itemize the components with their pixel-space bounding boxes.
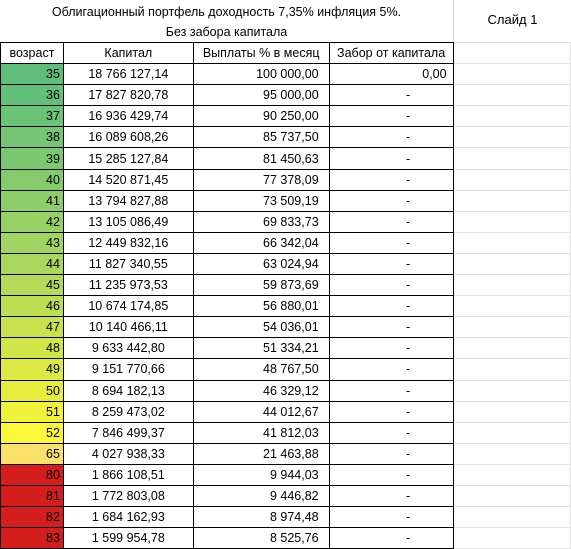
age-cell[interactable]: 38 [1,127,64,148]
payout-cell[interactable]: 21 463,88 [193,443,329,464]
table-row [1,485,571,506]
withdrawal-cell[interactable]: - [329,380,453,401]
capital-cell[interactable]: 13 105 086,49 [63,211,193,232]
withdrawal-cell[interactable]: - [329,338,453,359]
withdrawal-cell[interactable]: - [329,422,453,443]
capital-cell[interactable]: 11 235 973,53 [63,275,193,296]
payout-cell[interactable]: 59 873,69 [193,275,329,296]
table-row [1,507,571,528]
withdrawal-cell[interactable]: - [329,296,453,317]
payout-cell[interactable]: 56 880,01 [193,296,329,317]
table-row [1,528,571,549]
age-cell[interactable]: 42 [1,211,64,232]
header-capital[interactable]: Капитал [63,43,193,64]
empty-cell[interactable] [453,43,570,64]
capital-cell[interactable]: 1 866 108,51 [63,464,193,485]
table-row [1,317,571,338]
age-cell[interactable]: 50 [1,380,64,401]
payout-cell[interactable]: 77 378,09 [193,169,329,190]
payout-cell[interactable]: 85 737,50 [193,127,329,148]
table-row [1,380,571,401]
payout-cell[interactable]: 81 450,63 [193,148,329,169]
withdrawal-cell[interactable]: - [329,464,453,485]
payout-cell[interactable]: 48 767,50 [193,359,329,380]
age-cell[interactable]: 80 [1,464,64,485]
withdrawal-cell[interactable]: - [329,528,453,549]
capital-cell[interactable]: 11 827 340,55 [63,253,193,274]
withdrawal-cell[interactable]: - [329,85,453,106]
age-cell[interactable]: 47 [1,317,64,338]
slide-label: Слайд 1 [453,0,571,42]
capital-cell[interactable]: 8 694 182,13 [63,380,193,401]
age-cell[interactable]: 82 [1,507,64,528]
withdrawal-cell[interactable]: - [329,148,453,169]
capital-cell[interactable]: 1 684 162,93 [63,507,193,528]
table-row [1,64,571,85]
empty-cell[interactable] [453,275,570,296]
payout-cell[interactable]: 90 250,00 [193,106,329,127]
capital-cell[interactable]: 14 520 871,45 [63,169,193,190]
empty-cell[interactable] [453,464,570,485]
payout-cell[interactable]: 100 000,00 [193,64,329,85]
capital-cell[interactable]: 13 794 827,88 [63,190,193,211]
withdrawal-cell[interactable]: - [329,232,453,253]
age-cell[interactable]: 52 [1,422,64,443]
payout-cell[interactable]: 41 812,03 [193,422,329,443]
age-cell[interactable]: 43 [1,232,64,253]
table-row [1,338,571,359]
capital-cell[interactable]: 9 633 442,80 [63,338,193,359]
age-cell[interactable]: 40 [1,169,64,190]
empty-cell[interactable] [453,296,570,317]
title-line-2: Без забора капитала [165,25,288,39]
table-row [1,253,571,274]
age-cell[interactable]: 46 [1,296,64,317]
empty-cell[interactable] [453,401,570,422]
withdrawal-cell[interactable]: - [329,507,453,528]
payout-cell[interactable]: 95 000,00 [193,85,329,106]
capital-cell[interactable]: 7 846 499,37 [63,422,193,443]
empty-cell[interactable] [453,485,570,506]
age-cell[interactable]: 37 [1,106,64,127]
table-row [1,85,571,106]
payout-cell[interactable]: 8 974,48 [193,507,329,528]
header-age[interactable]: возраст [1,43,64,64]
table-row [1,464,571,485]
empty-cell[interactable] [453,127,570,148]
age-cell[interactable]: 35 [1,64,64,85]
header-row [1,43,571,64]
capital-cell[interactable]: 1 599 954,78 [63,528,193,549]
capital-cell[interactable]: 18 766 127,14 [63,64,193,85]
payout-cell[interactable]: 9 944,03 [193,464,329,485]
empty-cell[interactable] [453,253,570,274]
table-row [1,190,571,211]
capital-cell[interactable]: 16 089 608,26 [63,127,193,148]
withdrawal-cell[interactable]: - [329,211,453,232]
empty-cell[interactable] [453,64,570,85]
withdrawal-cell[interactable]: - [329,275,453,296]
age-cell[interactable]: 51 [1,401,64,422]
age-cell[interactable]: 83 [1,528,64,549]
table-row [1,169,571,190]
empty-cell[interactable] [453,359,570,380]
empty-cell[interactable] [453,169,570,190]
payout-cell[interactable]: 44 012,67 [193,401,329,422]
portfolio-table [0,42,571,549]
empty-cell[interactable] [453,443,570,464]
capital-cell[interactable]: 8 259 473,02 [63,401,193,422]
withdrawal-cell[interactable]: - [329,317,453,338]
payout-cell[interactable]: 66 342,04 [193,232,329,253]
table-row [1,443,571,464]
age-cell[interactable]: 44 [1,253,64,274]
empty-cell[interactable] [453,317,570,338]
payout-cell[interactable]: 73 509,19 [193,190,329,211]
withdrawal-cell[interactable]: - [329,443,453,464]
withdrawal-cell[interactable]: - [329,106,453,127]
capital-cell[interactable]: 17 827 820,78 [63,85,193,106]
capital-cell[interactable]: 4 027 938,33 [63,443,193,464]
capital-cell[interactable]: 15 285 127,84 [63,148,193,169]
capital-cell[interactable]: 9 151 770,66 [63,359,193,380]
table-row [1,422,571,443]
withdrawal-cell[interactable]: - [329,253,453,274]
withdrawal-cell[interactable]: 0,00 [329,64,453,85]
empty-cell[interactable] [453,211,570,232]
empty-cell[interactable] [453,190,570,211]
empty-cell[interactable] [453,85,570,106]
capital-cell[interactable]: 1 772 803,08 [63,485,193,506]
payout-cell[interactable]: 63 024,94 [193,253,329,274]
age-cell[interactable]: 49 [1,359,64,380]
age-cell[interactable]: 81 [1,485,64,506]
age-cell[interactable]: 48 [1,338,64,359]
header-payout[interactable]: Выплаты % в месяц [193,43,329,64]
table-row [1,359,571,380]
payout-cell[interactable]: 46 329,12 [193,380,329,401]
payout-cell[interactable]: 51 334,21 [193,338,329,359]
table-row [1,296,571,317]
payout-cell[interactable]: 9 446,82 [193,485,329,506]
withdrawal-cell[interactable]: - [329,359,453,380]
withdrawal-cell[interactable]: - [329,169,453,190]
sheet-title [0,0,453,42]
capital-cell[interactable]: 10 140 466,11 [63,317,193,338]
table-row [1,211,571,232]
empty-cell[interactable] [453,422,570,443]
payout-cell[interactable]: 69 833,73 [193,211,329,232]
table-row [1,232,571,253]
withdrawal-cell[interactable]: - [329,401,453,422]
empty-cell[interactable] [453,507,570,528]
age-cell[interactable]: 41 [1,190,64,211]
empty-cell[interactable] [453,380,570,401]
empty-cell[interactable] [453,106,570,127]
age-cell[interactable]: 45 [1,275,64,296]
title-line-1: Облигационный портфель доходность 7,35% инфляция 5%. [51,5,402,19]
withdrawal-cell[interactable]: - [329,190,453,211]
capital-cell[interactable]: 16 936 429,74 [63,106,193,127]
table-row [1,275,571,296]
withdrawal-cell[interactable]: - [329,127,453,148]
empty-cell[interactable] [453,148,570,169]
payout-cell[interactable]: 54 036,01 [193,317,329,338]
age-cell[interactable]: 36 [1,85,64,106]
table-row [1,148,571,169]
table-row [1,127,571,148]
header-withdrawal[interactable]: Забор от капитала [329,43,453,64]
empty-cell[interactable] [453,528,570,549]
payout-cell[interactable]: 8 525,76 [193,528,329,549]
withdrawal-cell[interactable]: - [329,485,453,506]
age-cell[interactable]: 65 [1,443,64,464]
table-row [1,401,571,422]
empty-cell[interactable] [453,338,570,359]
capital-cell[interactable]: 12 449 832,16 [63,232,193,253]
empty-cell[interactable] [453,232,570,253]
capital-cell[interactable]: 10 674 174,85 [63,296,193,317]
table-row [1,106,571,127]
age-cell[interactable]: 39 [1,148,64,169]
